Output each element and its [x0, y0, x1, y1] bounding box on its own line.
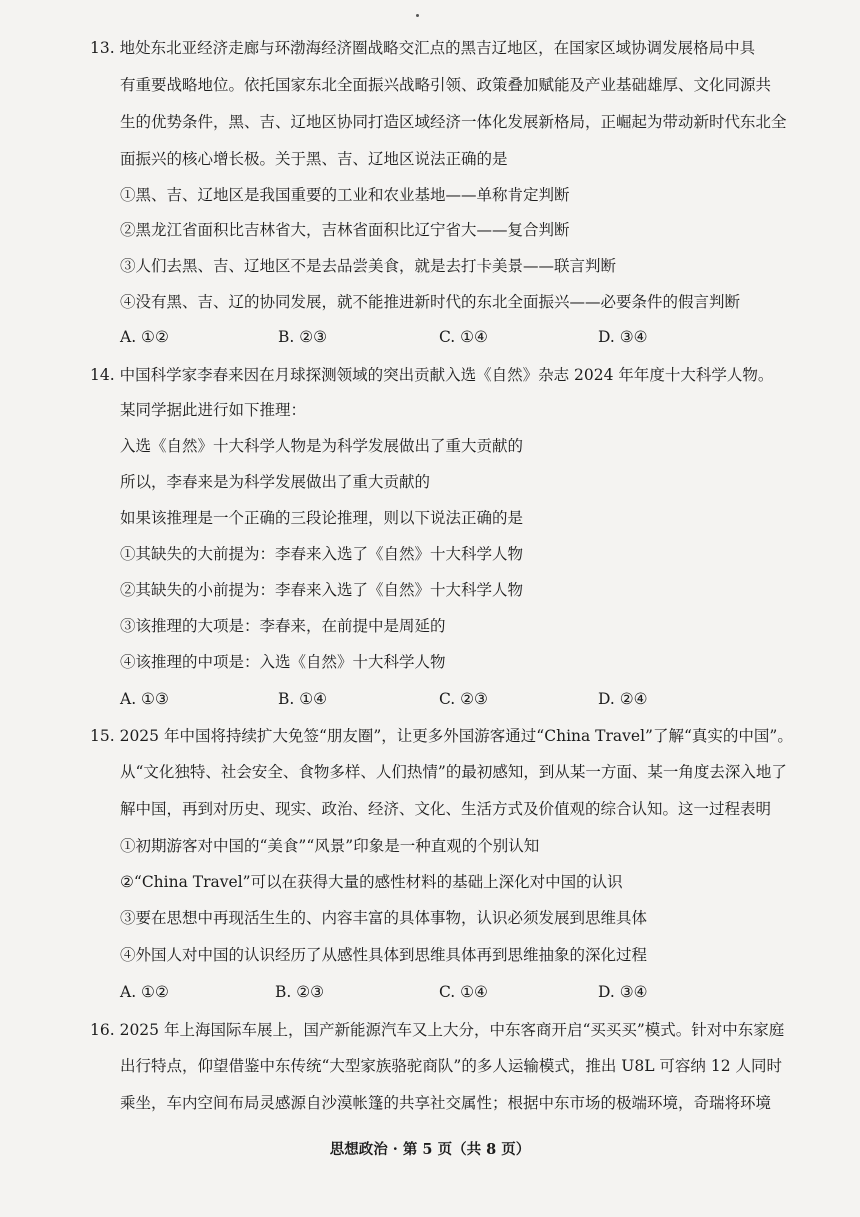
q13-statement-1: ①黑、吉、辽地区是我国重要的工业和农业基地——单称肯定判断: [120, 186, 570, 204]
q13-statement-4: ④没有黑、吉、辽的协同发展，就不能推进新时代的东北全面振兴——必要条件的假言判断: [120, 293, 741, 311]
q13-stem-line-3: 生的优势条件，黑、吉、辽地区协同打造区域经济一体化发展新格局，正崛起为带动新时代东北全: [120, 113, 787, 131]
q15-statement-2: ②“China Travel”可以在获得大量的感性材料的基础上深化对中国的认识: [120, 873, 623, 891]
q13-option-a[interactable]: A. ①②: [120, 328, 169, 346]
q13-option-c[interactable]: C. ①④: [439, 328, 488, 346]
q15-statement-4: ④外国人对中国的认识经历了从感性具体到思维具体再到思维抽象的深化过程: [120, 946, 648, 964]
q14-option-a[interactable]: A. ①③: [120, 690, 169, 708]
q14-option-c[interactable]: C. ②③: [439, 690, 488, 708]
q15-option-d[interactable]: D. ③④: [598, 983, 648, 1001]
q13-stem-line-1: 13. 地处东北亚经济走廊与环渤海经济圈战略交汇点的黑吉辽地区，在国家区域协调发展格局中具: [90, 39, 756, 57]
q15-option-a[interactable]: A. ①②: [120, 983, 169, 1001]
q14-option-b[interactable]: B. ①④: [278, 690, 328, 708]
q14-stem-line-2: 某同学据此进行如下推理：: [120, 401, 307, 419]
q13-statement-2: ②黑龙江省面积比吉林省大，吉林省面积比辽宁省大——复合判断: [120, 221, 570, 239]
q14-stem-line-1: 14. 中国科学家李春来因在月球探测领域的突出贡献入选《自然》杂志 2024 年年度十大科学人物。: [90, 366, 774, 384]
q15-option-c[interactable]: C. ①④: [439, 983, 488, 1001]
q14-statement-4: ④该推理的中项是：入选《自然》十大科学人物: [120, 653, 446, 671]
q16-stem-line-3: 乘坐，车内空间布局灵感源自沙漠帐篷的共享社交属性；根据中东市场的极端环境，奇瑞将环境: [120, 1094, 772, 1112]
q13-stem-line-2: 有重要战略地位。依托国家东北全面振兴战略引领、政策叠加赋能及产业基础雄厚、文化同源共: [120, 76, 772, 94]
q13-option-b[interactable]: B. ②③: [278, 328, 328, 346]
q14-option-d[interactable]: D. ②④: [598, 690, 648, 708]
q14-statement-3: ③该推理的大项是：李春来，在前提中是周延的: [120, 617, 446, 635]
q16-stem-line-2: 出行特点，仰望借鉴中东传统“大型家族骆驼商队”的多人运输模式，推出 U8L 可容纳 12 人同时: [120, 1057, 782, 1075]
q14-statement-2: ②其缺失的小前提为：李春来入选了《自然》十大科学人物: [120, 581, 524, 599]
q15-option-b[interactable]: B. ②③: [275, 983, 325, 1001]
q14-premise: 入选《自然》十大科学人物是为科学发展做出了重大贡献的: [120, 437, 524, 455]
q15-stem-line-3: 解中国，再到对历史、现实、政治、经济、文化、生活方式及价值观的综合认知。这一过程表明: [120, 800, 772, 818]
q13-option-d[interactable]: D. ③④: [598, 328, 648, 346]
q15-stem-line-2: 从“文化独特、社会安全、食物多样、人们热情”的最初感知，到从某一方面、某一角度去深入地了: [120, 763, 787, 781]
q14-conclusion: 所以，李春来是为科学发展做出了重大贡献的: [120, 473, 431, 491]
q13-statement-3: ③人们去黑、吉、辽地区不是去品尝美食，就是去打卡美景——联言判断: [120, 257, 617, 275]
page-footer: 思想政治 · 第 5 页（共 8 页）: [329, 1141, 531, 1158]
q14-question: 如果该推理是一个正确的三段论推理，则以下说法正确的是: [120, 509, 524, 527]
q15-statement-3: ③要在思想中再现活生生的、内容丰富的具体事物，认识必须发展到思维具体: [120, 909, 648, 927]
q14-statement-1: ①其缺失的大前提为：李春来入选了《自然》十大科学人物: [120, 545, 524, 563]
q16-stem-line-1: 16. 2025 年上海国际车展上，国产新能源汽车又上大分，中东客商开启“买买买”模式。针对中东家庭: [90, 1021, 785, 1039]
q15-statement-1: ①初期游客对中国的“美食”“风景”印象是一种直观的个别认知: [120, 837, 540, 855]
scan-speck: [416, 14, 419, 17]
q13-stem-line-4: 面振兴的核心增长极。关于黑、吉、辽地区说法正确的是: [120, 150, 508, 168]
q15-stem-line-1: 15. 2025 年中国将持续扩大免签“朋友圈”，让更多外国游客通过“China Travel”了解“真实的中国”。: [90, 727, 793, 745]
